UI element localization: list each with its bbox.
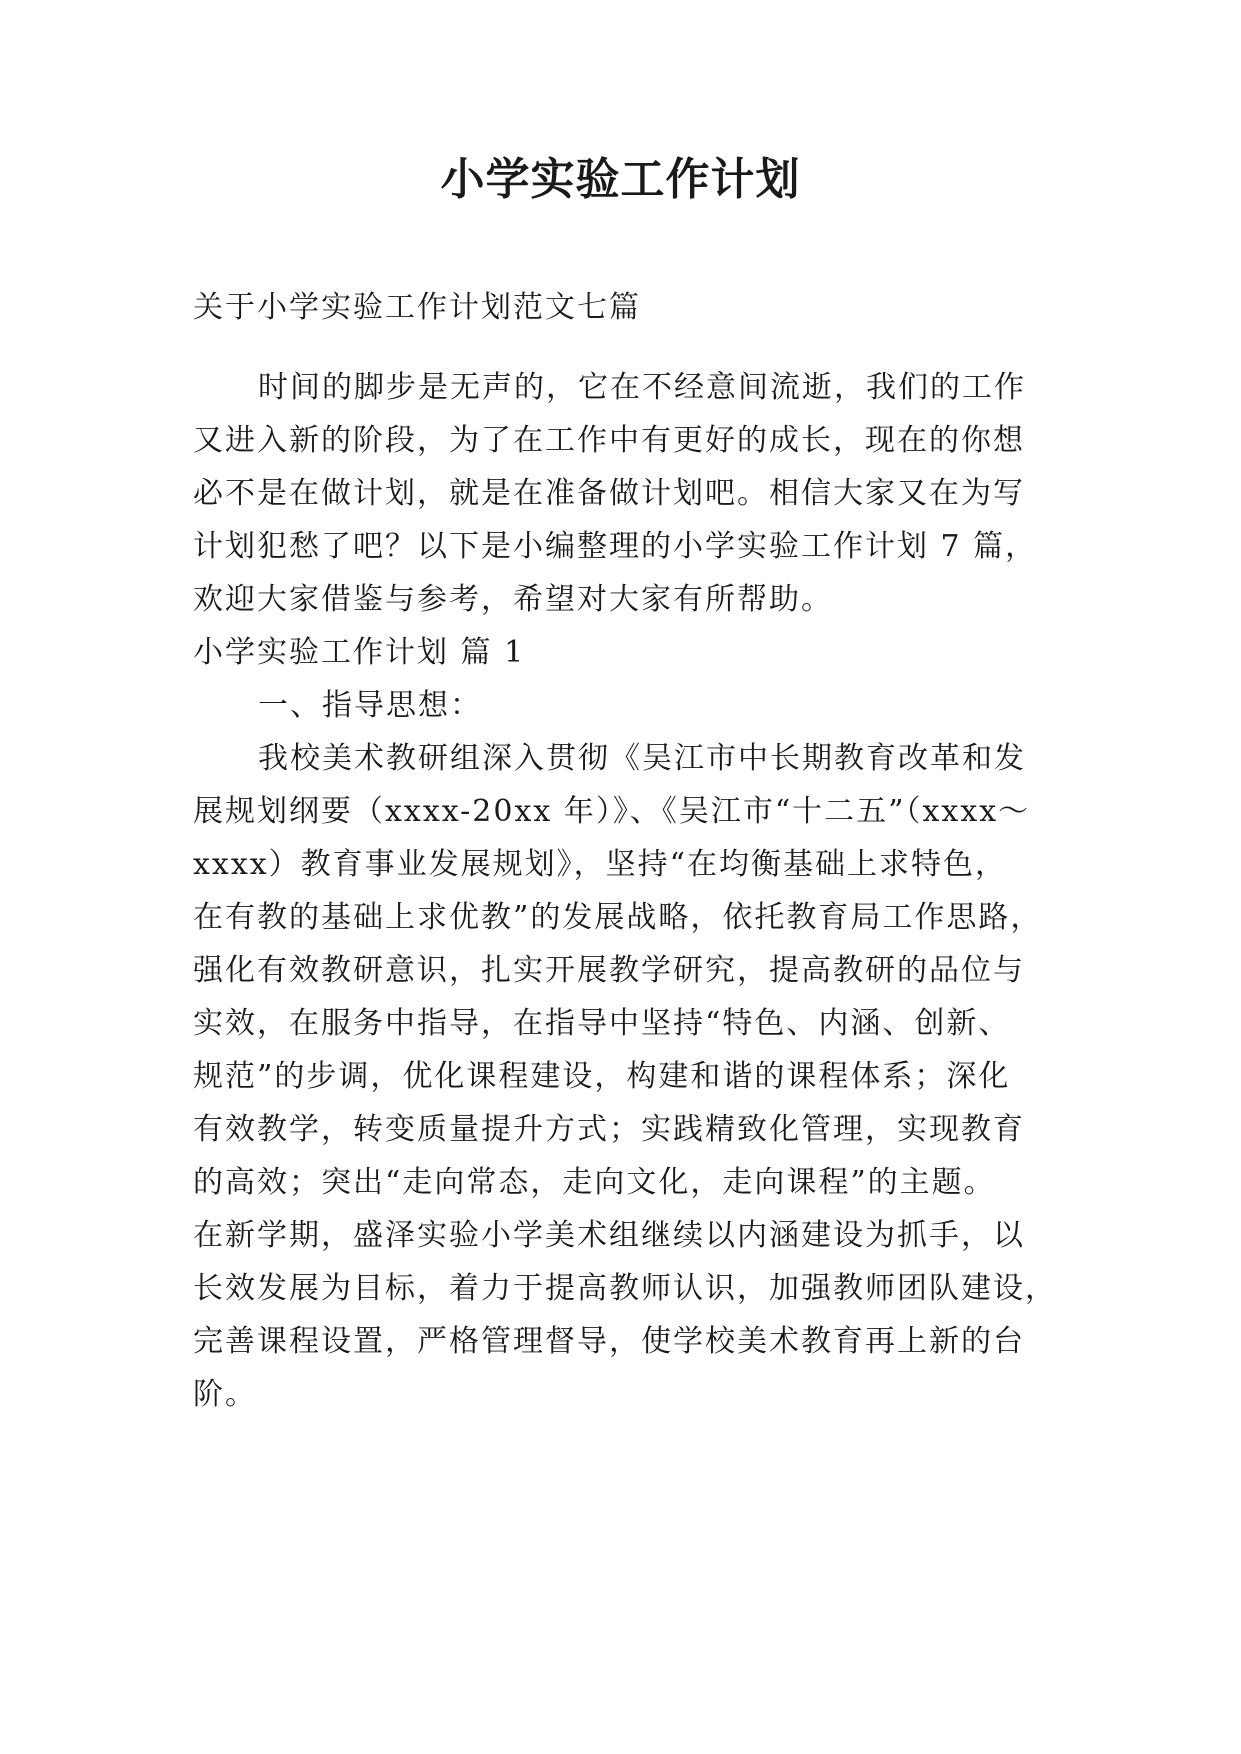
paragraph-line: 又进入新的阶段，为了在工作中有更好的成长，现在的你想: [193, 423, 1025, 458]
paragraph-line: xxxx）教育事业发展规划》，坚持“在均衡基础上求特色，: [193, 847, 1008, 882]
paragraph-line: 欢迎大家借鉴与参考，希望对大家有所帮助。: [193, 582, 833, 617]
paragraph-line: 规范”的步调，优化课程建设，构建和谐的课程体系；深化: [193, 1059, 1011, 1094]
section-heading: 小学实验工作计划 篇 1: [193, 635, 526, 670]
paragraph-line: 展规划纲要（xxxx-20xx 年）》、《吴江市“十二五”（xxxx～: [193, 794, 1031, 829]
document-subtitle: 关于小学实验工作计划范文七篇: [193, 290, 641, 325]
paragraph-line: 有效教学，转变质量提升方式；实践精致化管理，实现教育: [193, 1112, 1025, 1147]
paragraph-line: 强化有效教研意识，扎实开展教学研究，提高教研的品位与: [193, 953, 1025, 988]
paragraph-line: 在新学期，盛泽实验小学美术组继续以内涵建设为抓手，以: [193, 1218, 1025, 1253]
paragraph-line: 完善课程设置，严格管理督导，使学校美术教育再上新的台: [193, 1324, 1025, 1359]
paragraph-line: 计划犯愁了吧？以下是小编整理的小学实验工作计划 7 篇，: [193, 529, 1038, 564]
paragraph-line: 实效，在服务中指导，在指导中坚持“特色、内涵、创新、: [193, 1006, 1011, 1041]
paragraph-line: 阶。: [193, 1377, 257, 1412]
paragraph-line: 的高效；突出“走向常态，走向文化，走向课程”的主题。: [193, 1165, 996, 1200]
paragraph-line: 必不是在做计划，就是在准备做计划吧。相信大家又在为写: [193, 476, 1025, 511]
document-title: 小学实验工作计划: [440, 154, 801, 205]
paragraph-line: 时间的脚步是无声的，它在不经意间流逝，我们的工作: [258, 370, 1026, 405]
paragraph-line: 我校美术教研组深入贯彻《吴江市中长期教育改革和发: [258, 741, 1026, 776]
paragraph-line: 在有教的基础上求优教”的发展战略，依托教育局工作思路，: [193, 900, 1043, 935]
paragraph-line: 长效发展为目标，着力于提高教师认识，加强教师团队建设，: [193, 1271, 1057, 1306]
subsection-heading: 一、指导思想：: [258, 688, 482, 723]
